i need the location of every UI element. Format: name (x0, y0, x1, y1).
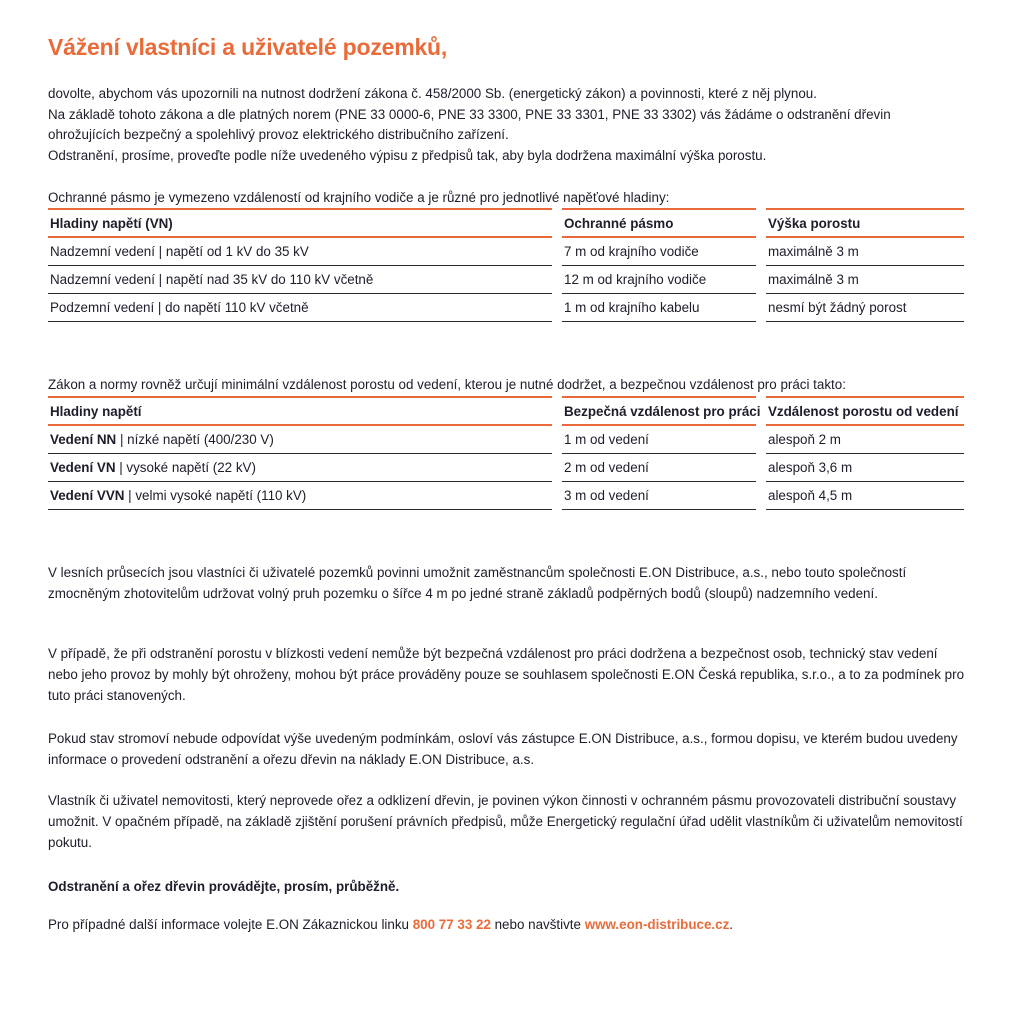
table1-lead: Ochranné pásmo je vymezeno vzdáleností od krajního vodiče a je různé pro jednotlivé napěťové hladiny: (48, 190, 670, 205)
contact-middle: nebo navštivte (490, 917, 585, 932)
table-cell: 3 m od vedení (562, 482, 756, 510)
voltage-level-name: Vedení VVN (50, 488, 125, 503)
paragraph-notice-letter: Pokud stav stromoví nebude odpovídat výše uvedeným podmínkám, osloví vás zástupce E.ON Distribuce, a.s., formou dopisu, ve kterém budou uvedeny informace o provedení odstranění a ořezu dřevin na náklady E.ON Distribuce, a.s. (48, 731, 958, 767)
table-row (48, 294, 964, 322)
table-row (48, 266, 964, 294)
intro-line: ohrožujících bezpečný a spolehlivý provoz elektrického distribučního zařízení. (48, 127, 509, 142)
table-row (48, 237, 964, 266)
letter-title: Vážení vlastníci a uživatelé pozemků, (48, 34, 448, 60)
safe-distance-table (48, 396, 964, 510)
paragraph-penalty: Vlastník či uživatel nemovitosti, který neprovede ořez a odklizení dřevin, je povinen výkon činnosti v ochranném pásmu provozovateli distribuční soustavy umožnit. V opačném případě, na základě zjištění porušení právních předpisů, může Energetický regulační úřad udělit vlastníkům či uživatelům nemovitostí pokutu. (48, 793, 963, 850)
table-cell: nesmí být žádný porost (766, 294, 964, 322)
contact-prefix: Pro případné další informace volejte E.ON Zákaznickou linku (48, 917, 413, 932)
intro-line: Odstranění, prosíme, proveďte podle níže uvedeného výpisu z předpisů tak, aby byla dodržena maximální výška porostu. (48, 147, 767, 163)
voltage-level-desc: | vysoké napětí (22 kV) (115, 460, 256, 475)
table-cell: maximálně 3 m (766, 266, 964, 294)
voltage-level-name: Vedení VN (50, 460, 116, 475)
table-cell (48, 454, 552, 482)
column-header: Hladiny napětí (48, 397, 552, 425)
bold-note: Odstranění a ořez dřevin provádějte, prosím, průběžně. (48, 879, 400, 894)
table-cell: alespoň 3,6 m (766, 454, 964, 482)
voltage-level-desc: | velmi vysoké napětí (110 kV) (124, 488, 307, 503)
intro-text (48, 84, 978, 166)
table2-lead: Zákon a normy rovněž určují minimální vzdálenost porostu od vedení, kterou je nutné dodržet, a bezpečnou vzdálenost pro práci takto: (48, 377, 846, 392)
table-header-row (48, 397, 964, 425)
table-cell: alespoň 4,5 m (766, 482, 964, 510)
table-cell: 12 m od krajního vodiče (562, 266, 756, 294)
table-header-row (48, 209, 964, 237)
intro-line: Na základě tohoto zákona a dle platných norem (PNE 33 0000-6, PNE 33 3300, PNE 33 3301, PNE 33 3302) vás žádáme o odstranění dřevin (48, 106, 891, 122)
column-header: Hladiny napětí (VN) (48, 209, 552, 237)
table-row (48, 425, 964, 454)
table-cell: maximálně 3 m (766, 237, 964, 266)
table-cell: 2 m od vedení (562, 454, 756, 482)
column-header: Výška porostu (766, 209, 964, 237)
website-link[interactable]: www.eon-distribuce.cz (584, 917, 730, 932)
table-cell: 1 m od krajního kabelu (562, 294, 756, 322)
table-cell: Podzemní vedení | do napětí 110 kV včetně (48, 294, 552, 322)
paragraph-forest-corridors: V lesních průsecích jsou vlastníci či uživatelé pozemků povinni umožnit zaměstnancům společnosti E.ON Distribuce, a.s., nebo touto společností zmocněným zhotovitelům udržovat volný pruh pozemku o šířce 4 m po jedné straně základů podpěrných bodů (sloupů) nadzemního vedení. (48, 565, 907, 601)
table-row (48, 482, 964, 510)
contact-line (48, 914, 968, 935)
table-row (48, 454, 964, 482)
table-cell (48, 482, 552, 510)
column-header: Vzdálenost porostu od vedení (766, 397, 964, 425)
paragraph-safe-distance: V případě, že při odstranění porostu v blízkosti vedení nemůže být bezpečná vzdálenost pro práci dodržena a bezpečnost osob, technický stav vedení nebo jeho provoz by mohly být ohroženy, mohou být práce prováděny pouze se souhlasem společnosti E.ON Česká republika, s.r.o., a to za podmínek pro tuto práci stanovených. (48, 646, 965, 703)
column-header: Ochranné pásmo (562, 209, 756, 237)
table-cell: 1 m od vedení (562, 425, 756, 454)
contact-suffix: . (729, 917, 734, 932)
table-cell: Nadzemní vedení | napětí od 1 kV do 35 kV (48, 237, 552, 266)
voltage-level-name: Vedení NN (50, 432, 117, 447)
table-cell: 7 m od krajního vodiče (562, 237, 756, 266)
column-header: Bezpečná vzdálenost pro práci (562, 397, 756, 425)
table-cell: Nadzemní vedení | napětí nad 35 kV do 110 kV včetně (48, 266, 552, 294)
voltage-level-desc: | nízké napětí (400/230 V) (116, 432, 274, 447)
intro-line: dovolte, abychom vás upozornili na nutnost dodržení zákona č. 458/2000 Sb. (energetický zákon) a povinnosti, které z něj plynou. (48, 86, 817, 101)
table-cell: alespoň 2 m (766, 425, 964, 454)
phone-number[interactable]: 800 77 33 22 (412, 917, 491, 932)
protection-zone-table (48, 208, 964, 322)
table-cell (48, 425, 552, 454)
